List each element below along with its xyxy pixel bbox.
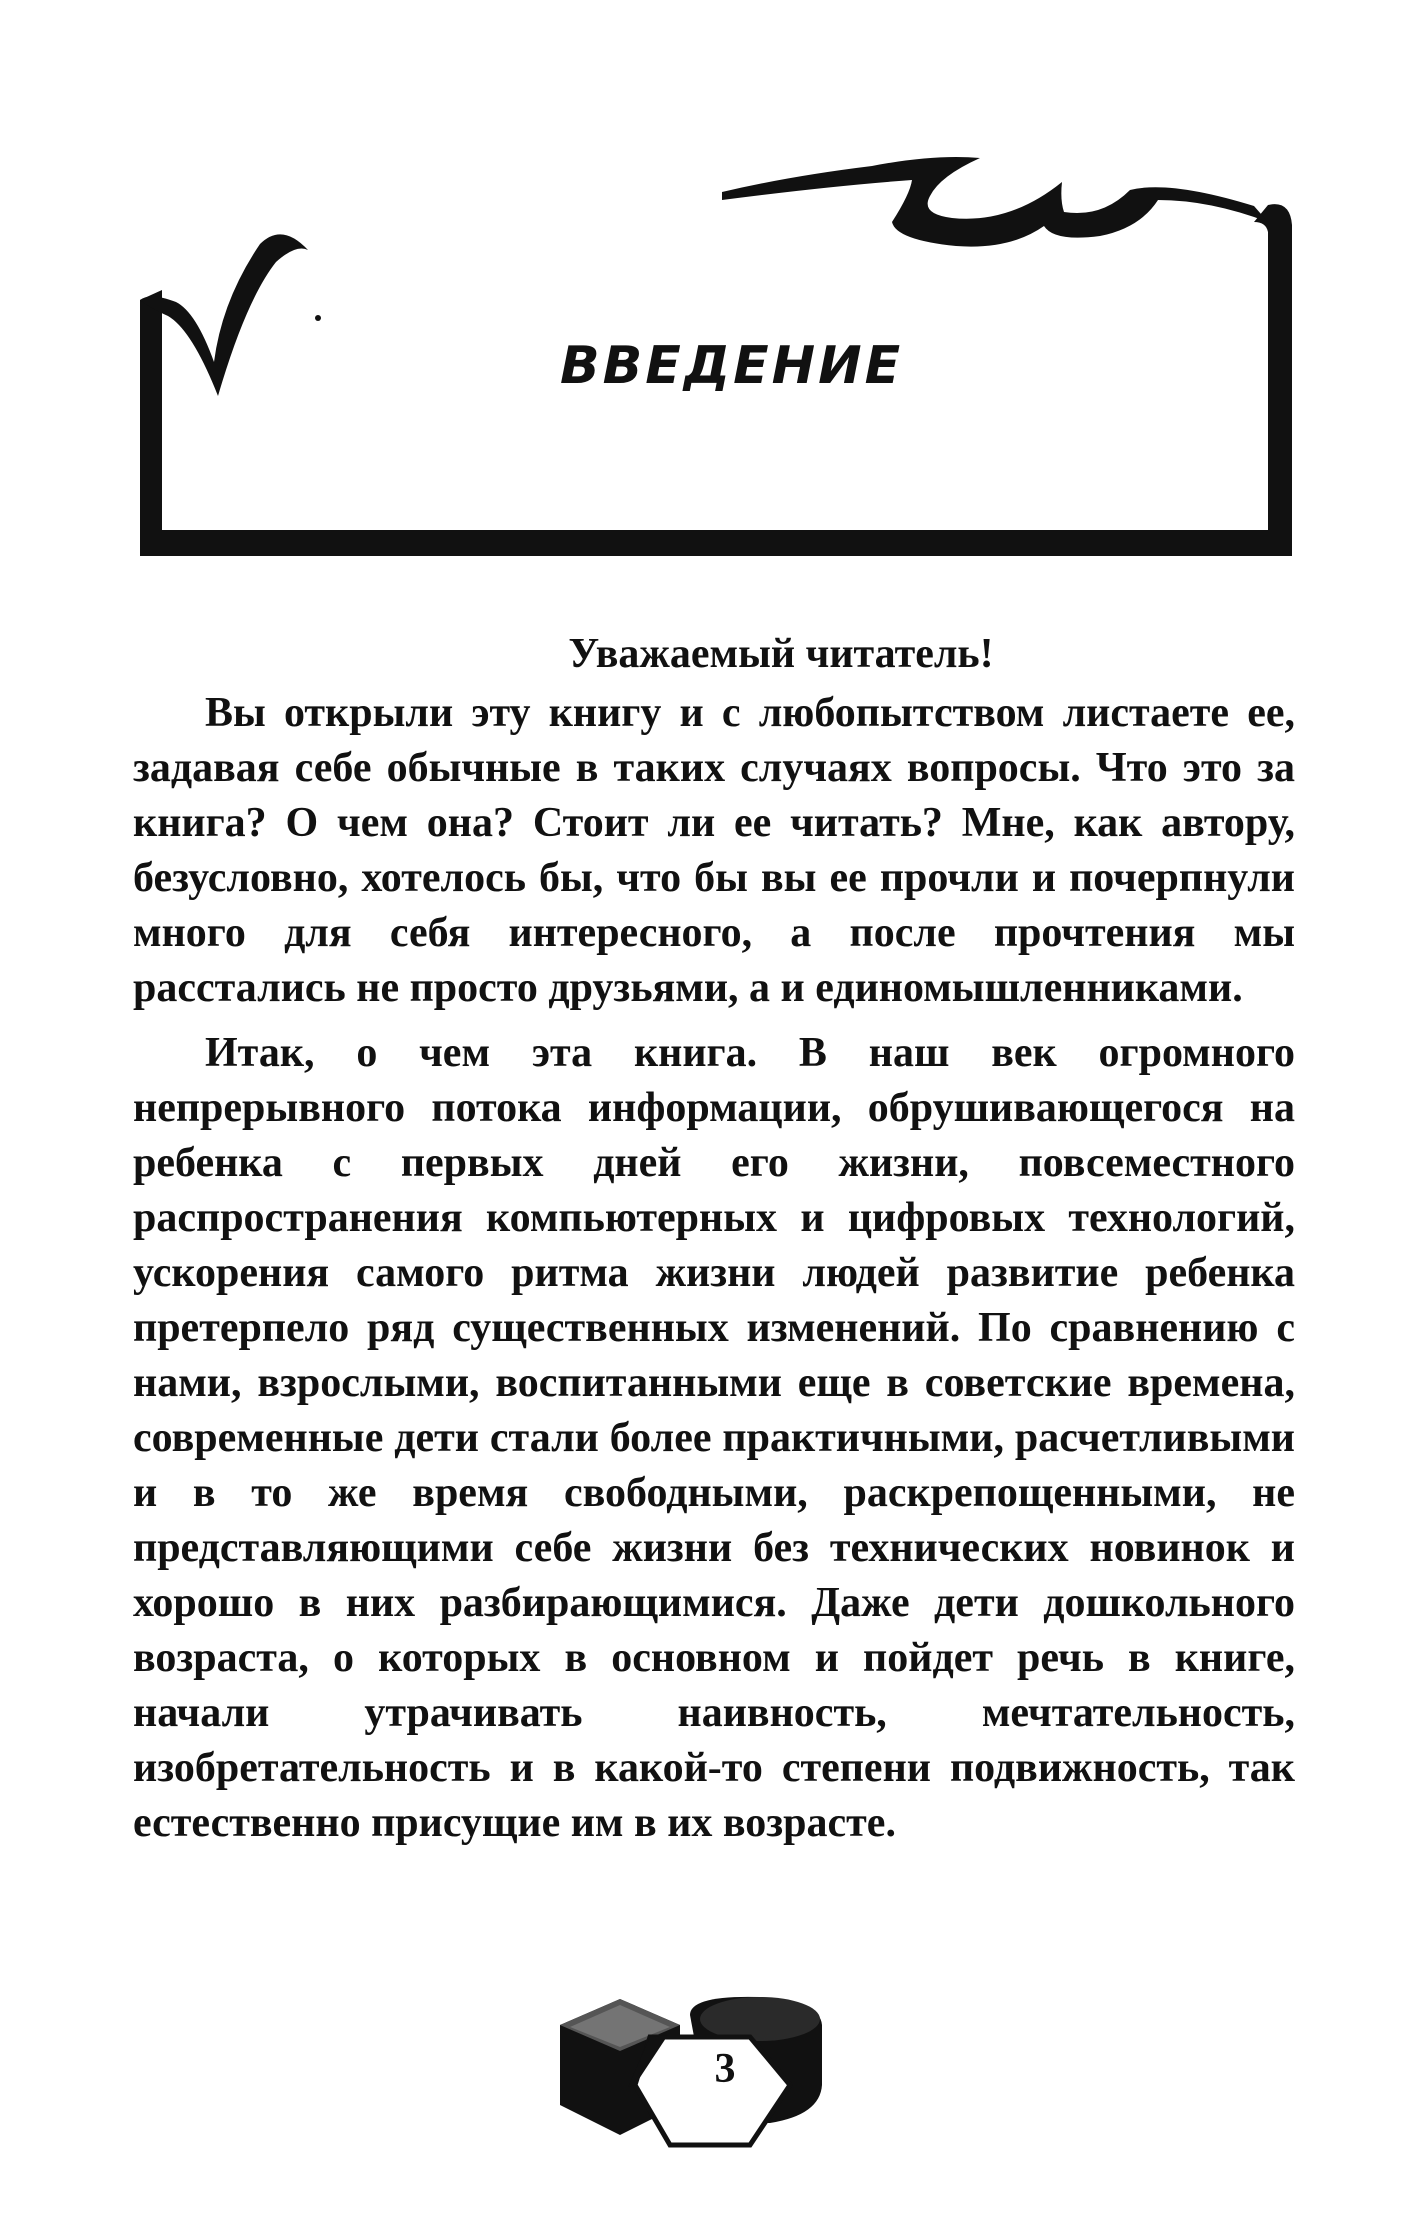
- frame-top-swoosh: [722, 157, 1268, 247]
- dice-ornament-icon: [540, 1985, 840, 2155]
- paragraph: Итак, о чем эта книга. В наш век огромного непрерывного потока информации, обрушивающегося на ребенка с первых дней его жизни, повсеместного распространения компьютерных и цифровых технологий, ускорения самого ритма жизни людей развитие ребенка претерпело ряд существенных изменений. По сравнению с нами, взрослыми, воспитанными еще в советские времена, современные дети стали более практичными, расчетливыми и в то же время свободными, раскрепощенными, не представляющими себе жизни без технических новинок и хорошо в них разбирающимися. Даже дети дошкольного возраста, о которых в основном и пойдет речь в книге, начали утрачивать наивность, мечтательность, изобретательность и в какой-то степени подвижность, так естественно присущие им в их возрасте.: [133, 1030, 1295, 1846]
- frame-left-bar: [140, 290, 162, 548]
- chapter-header-frame: [0, 0, 1422, 620]
- chapter-heading: ВВЕДЕНИЕ: [560, 336, 904, 396]
- page-number: 3: [714, 2046, 736, 2092]
- frame-right-bar: [1254, 204, 1292, 556]
- paragraph: Вы открыли эту книгу и с любопытством листаете ее, задавая себе обычные в таких случаях вопросы. Что это за книга? О чем она? Стоит ли ее читать? Мне, как автору, безусловно, хотелось бы, что бы вы ее прочли и почерпнули много для себя интересного, а после прочтения мы расстались не просто друзьями, а и единомышленниками.: [133, 690, 1295, 1011]
- frame-left-flourish: [140, 234, 308, 396]
- frame-bottom-bar: [140, 530, 1292, 556]
- body-text: [133, 686, 1295, 1861]
- salutation: Уважаемый читатель!: [568, 631, 994, 677]
- page-number-ornament: [540, 1985, 840, 2155]
